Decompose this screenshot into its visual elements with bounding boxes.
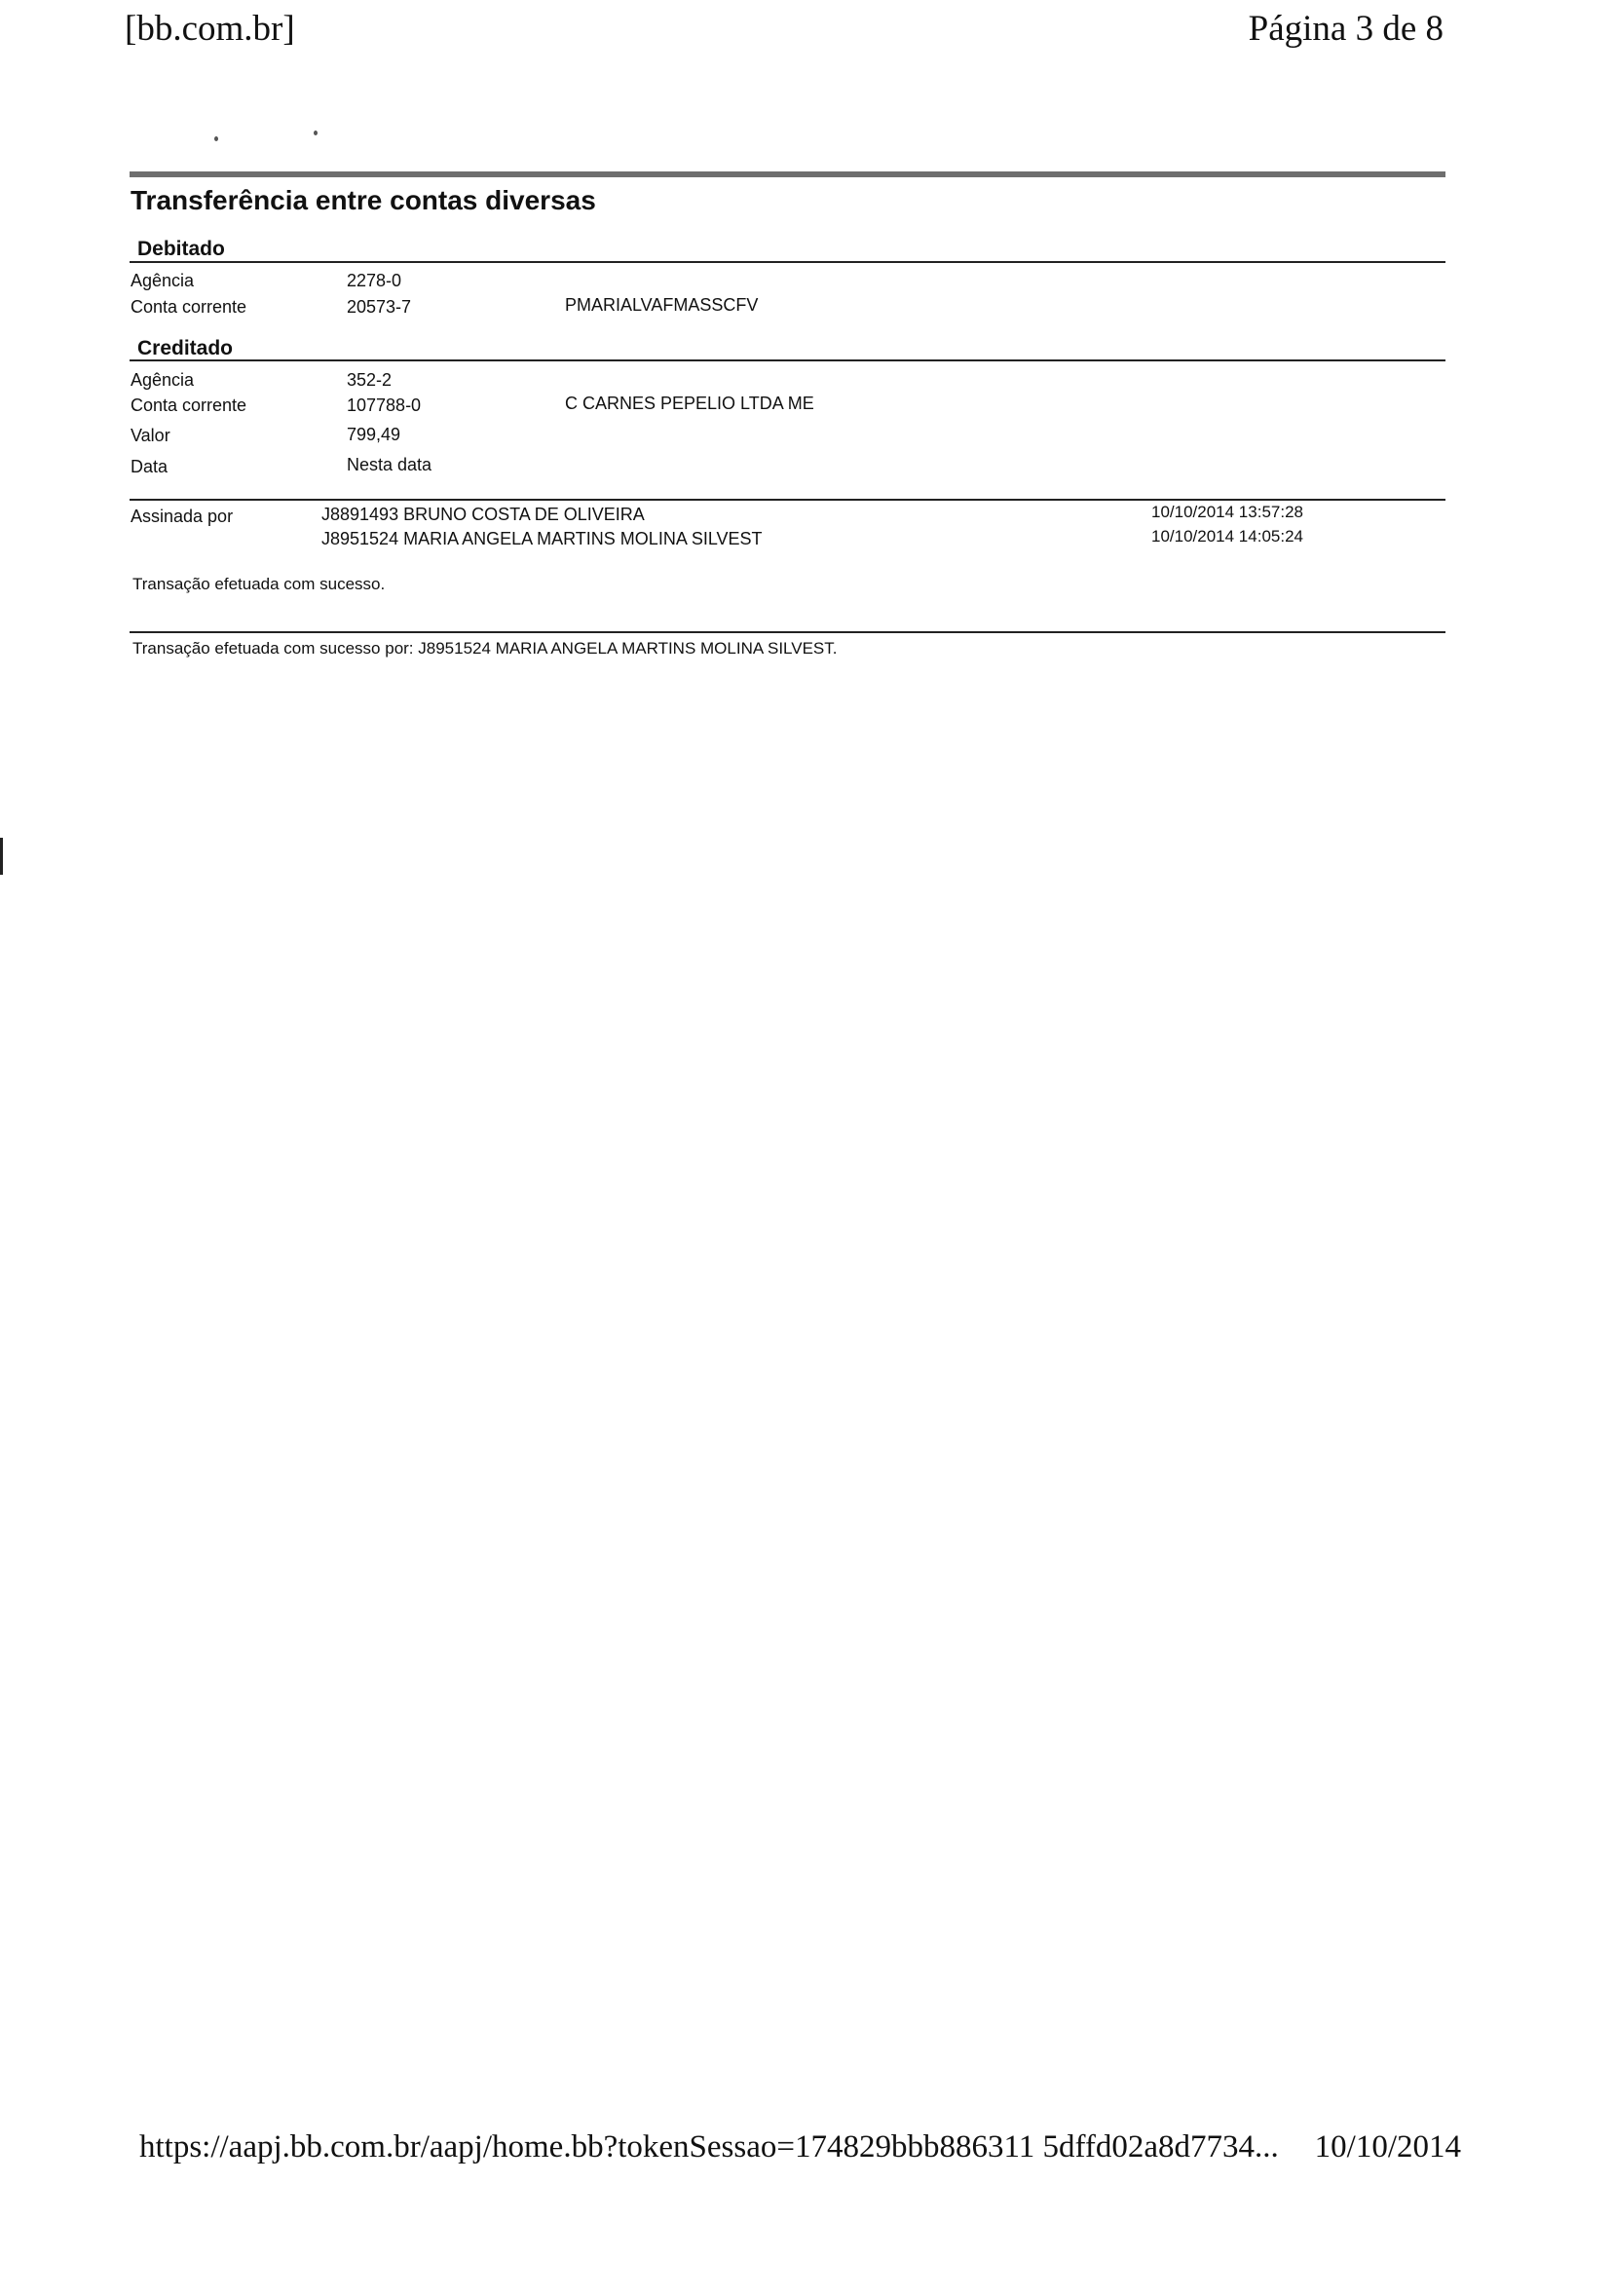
creditado-agencia-value: 352-2 — [347, 370, 393, 390]
valor-value: 799,49 — [347, 425, 401, 444]
valor-label: Valor — [131, 426, 170, 445]
section-divider — [130, 359, 1445, 361]
debitado-heading: Debitado — [137, 238, 225, 260]
creditado-heading: Creditado — [137, 337, 234, 359]
creditado-agencia-label: Agência — [131, 370, 195, 390]
signer-datetime: 10/10/2014 14:05:24 — [1151, 527, 1303, 546]
signer-datetime: 10/10/2014 13:57:28 — [1151, 503, 1303, 521]
signer-name: J8891493 BRUNO COSTA DE OLIVEIRA — [321, 505, 645, 524]
debitado-conta-holder: PMARIALVAFMASSCFV — [565, 295, 759, 315]
status-message: Transação efetuada com sucesso. — [132, 575, 386, 593]
debitado-agencia-value: 2278-0 — [347, 271, 402, 290]
scan-speck — [214, 136, 218, 141]
site-header: [bb.com.br] — [125, 9, 295, 49]
page-title: Transferência entre contas diversas — [131, 185, 596, 215]
debitado-conta-value: 20573-7 — [347, 297, 412, 317]
scan-edge-mark — [0, 838, 3, 875]
creditado-conta-holder: C CARNES PEPELIO LTDA ME — [565, 394, 814, 413]
assinada-por-label: Assinada por — [131, 507, 234, 526]
debitado-conta-label: Conta corrente — [131, 297, 247, 317]
final-message: Transação efetuada com sucesso por: J8951524 MARIA ANGELA MARTINS MOLINA SILVEST. — [132, 639, 838, 658]
debitado-agencia-label: Agência — [131, 271, 195, 290]
scan-speck — [314, 131, 318, 135]
page-indicator: Página 3 de 8 — [1248, 9, 1444, 49]
data-value: Nesta data — [347, 455, 432, 474]
data-label: Data — [131, 457, 169, 476]
title-rule — [130, 171, 1445, 177]
signer-name: J8951524 MARIA ANGELA MARTINS MOLINA SILVEST — [321, 529, 763, 548]
section-divider — [130, 261, 1445, 263]
section-divider — [130, 499, 1445, 501]
section-divider — [130, 631, 1445, 633]
footer-date: 10/10/2014 — [1314, 2129, 1461, 2164]
creditado-conta-label: Conta corrente — [131, 395, 247, 415]
footer-url: https://aapj.bb.com.br/aapj/home.bb?tokenSessao=174829bbb886311 5dffd02a8d7734... — [139, 2129, 1279, 2164]
creditado-conta-value: 107788-0 — [347, 395, 422, 415]
